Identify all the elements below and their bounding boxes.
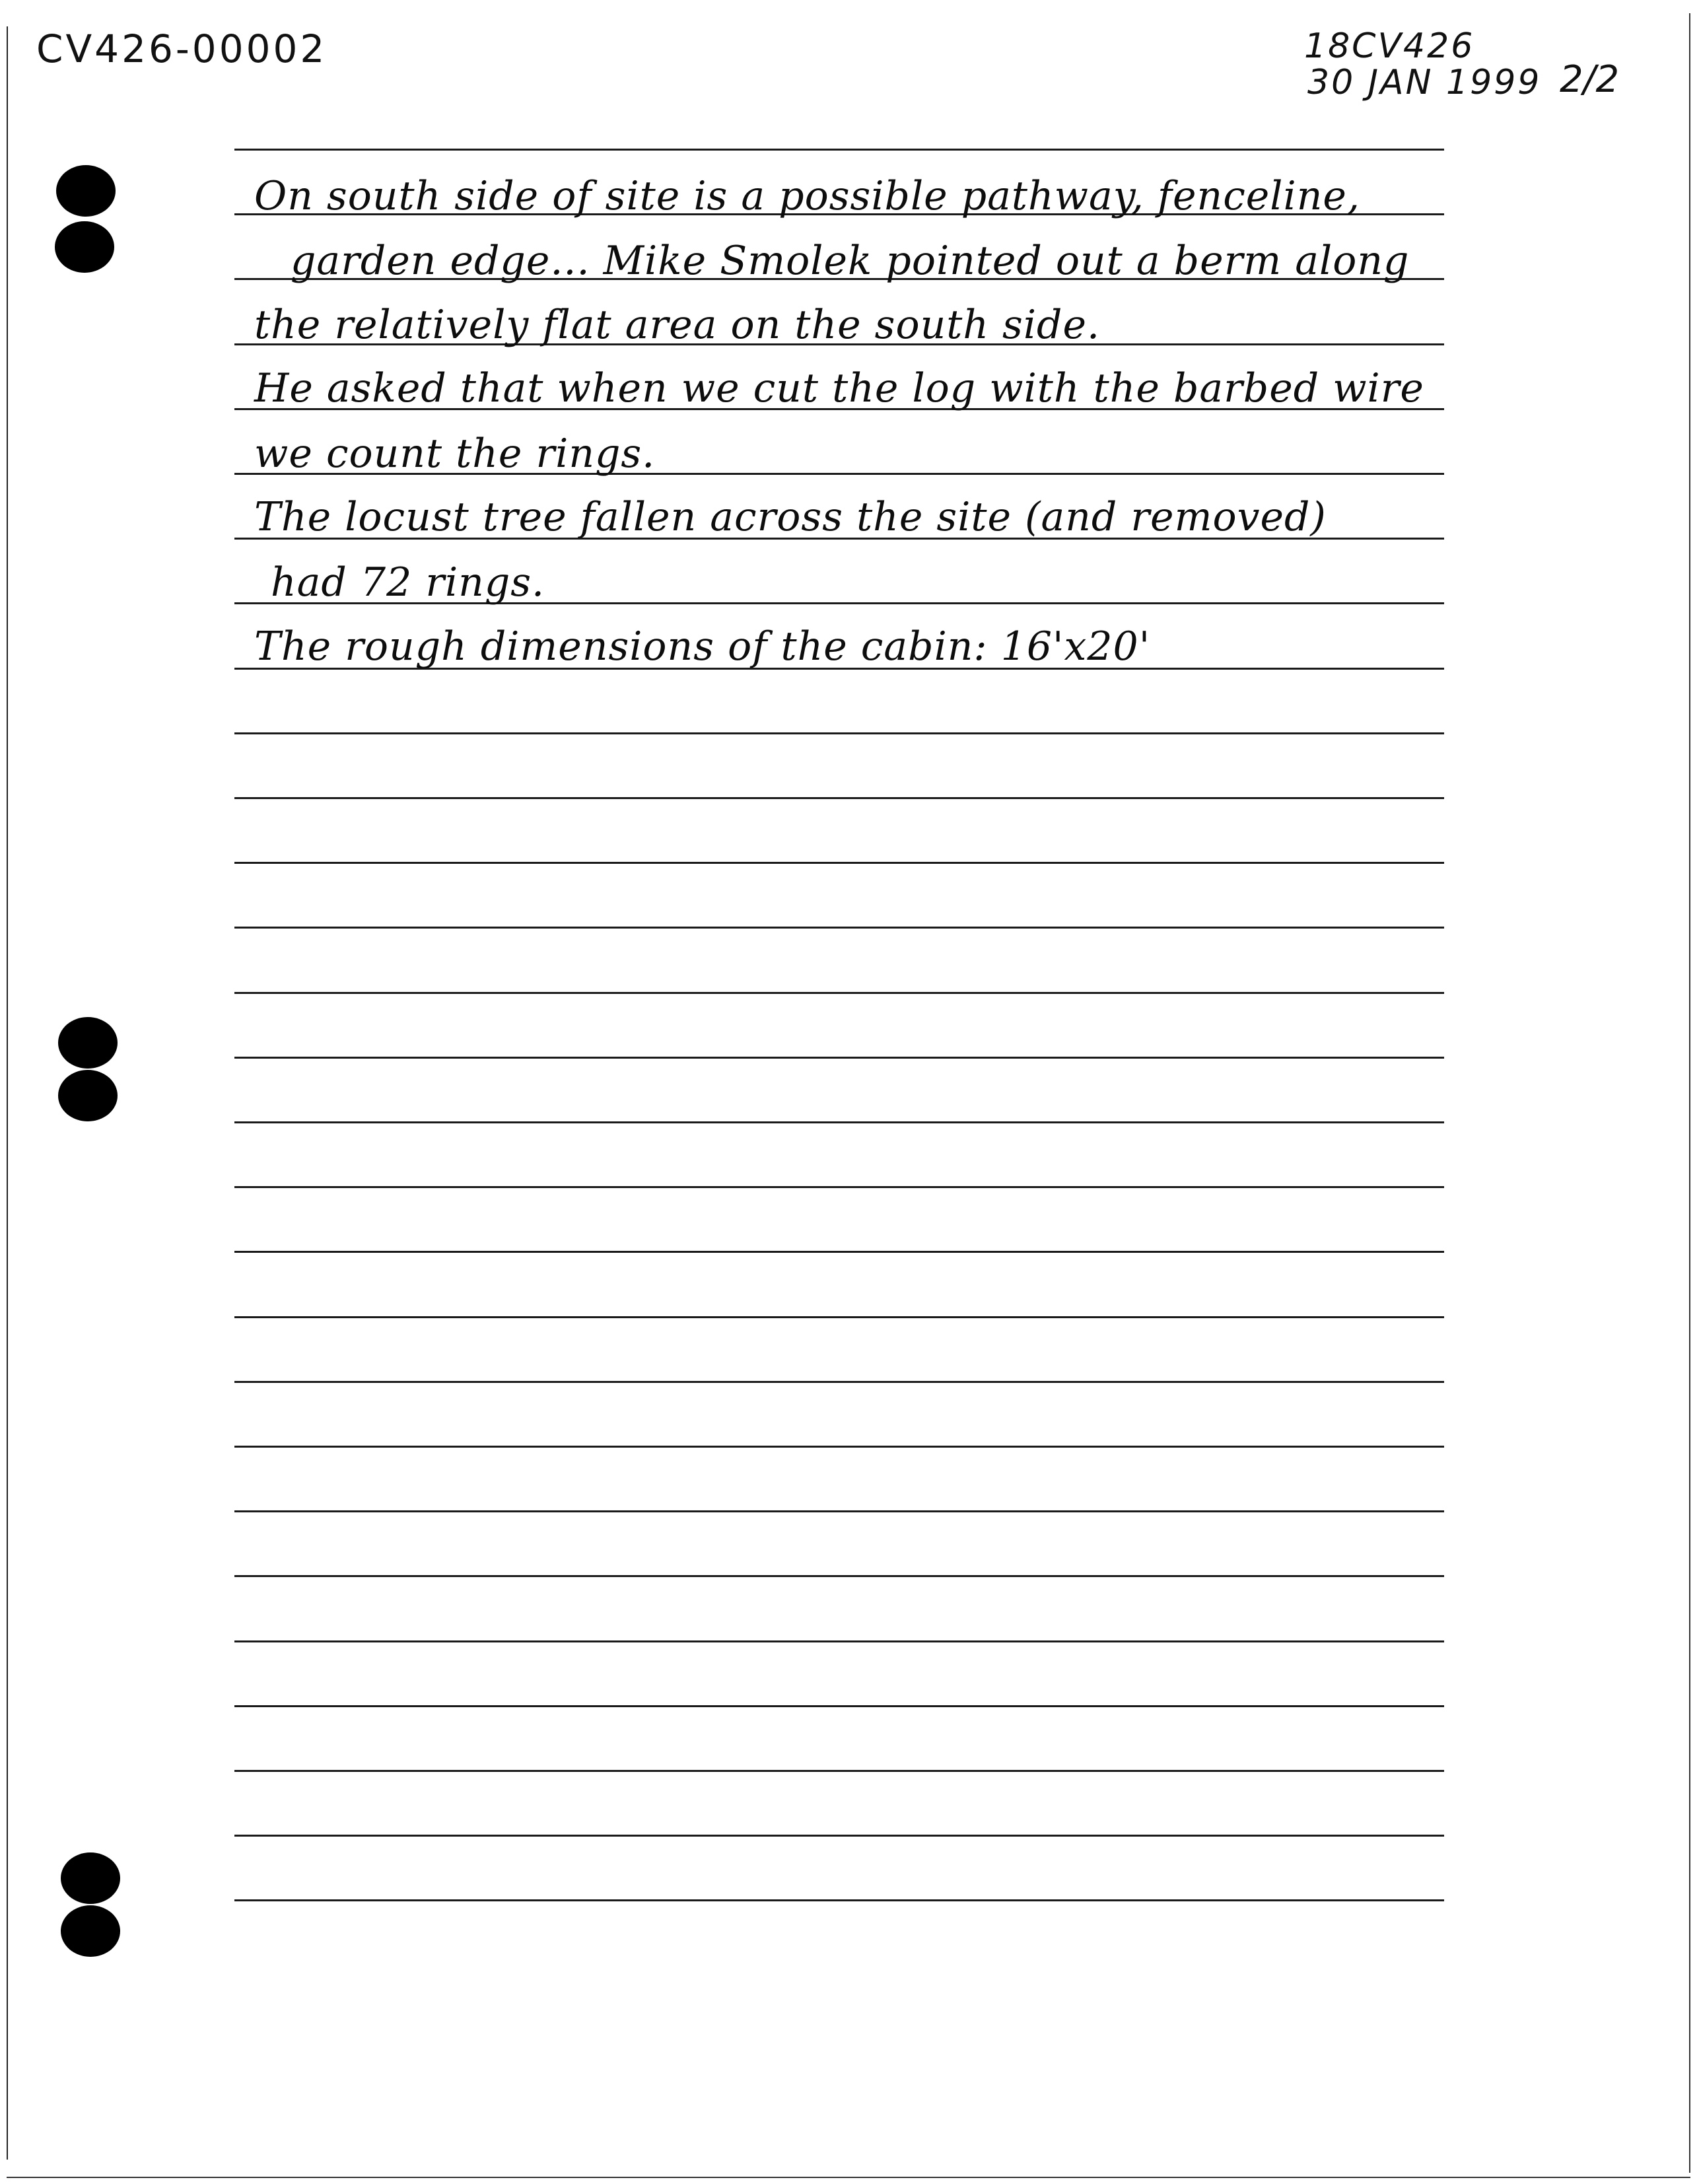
page-edge-right bbox=[1689, 13, 1690, 2173]
note-line: The rough dimensions of the cabin: 16'x20' bbox=[254, 623, 1151, 670]
note-line: the relatively flat area on the south side. bbox=[254, 302, 1101, 348]
page-edge-bottom bbox=[7, 2177, 1690, 2178]
note-line: had 72 rings. bbox=[271, 559, 545, 606]
note-line: He asked that when we cut the log with the barbed wire bbox=[254, 365, 1424, 411]
ruled-line bbox=[234, 1446, 1444, 1448]
note-line: On south side of site is a possible pathway, fenceline, bbox=[254, 173, 1360, 219]
note-line: The locust tree fallen across the site (and removed) bbox=[254, 494, 1327, 540]
binder-hole-icon bbox=[55, 221, 114, 273]
page-number: 2/2 bbox=[1560, 58, 1620, 101]
note-date: 30 JAN 1999 bbox=[1307, 63, 1542, 102]
binder-hole-icon bbox=[58, 1070, 118, 1121]
page-edge-left bbox=[7, 26, 8, 2160]
binder-hole-icon bbox=[56, 165, 116, 217]
ruled-line bbox=[234, 1510, 1444, 1512]
ruled-line bbox=[234, 1835, 1444, 1837]
site-number: 18CV426 bbox=[1304, 26, 1475, 66]
ruled-line bbox=[234, 992, 1444, 994]
document-id: CV426-00002 bbox=[36, 26, 328, 71]
ruled-line bbox=[234, 797, 1444, 799]
ruled-line bbox=[234, 1575, 1444, 1577]
note-line: garden edge... Mike Smolek pointed out a berm along bbox=[291, 238, 1410, 284]
binder-hole-icon bbox=[61, 1852, 120, 1904]
ruled-line bbox=[234, 1186, 1444, 1188]
ruled-line bbox=[234, 149, 1444, 151]
binder-hole-icon bbox=[61, 1905, 120, 1957]
ruled-line bbox=[234, 1121, 1444, 1123]
ruled-line bbox=[234, 1705, 1444, 1707]
ruled-line bbox=[234, 1057, 1444, 1059]
ruled-line bbox=[234, 732, 1444, 734]
ruled-line bbox=[234, 1316, 1444, 1318]
ruled-line bbox=[234, 1381, 1444, 1383]
ruled-line bbox=[234, 1640, 1444, 1642]
ruled-line bbox=[234, 1770, 1444, 1772]
binder-hole-icon bbox=[58, 1017, 118, 1069]
note-line: we count the rings. bbox=[254, 431, 656, 477]
ruled-line bbox=[234, 1899, 1444, 1901]
ruled-line bbox=[234, 862, 1444, 864]
ruled-line bbox=[234, 927, 1444, 929]
ruled-line bbox=[234, 1251, 1444, 1253]
